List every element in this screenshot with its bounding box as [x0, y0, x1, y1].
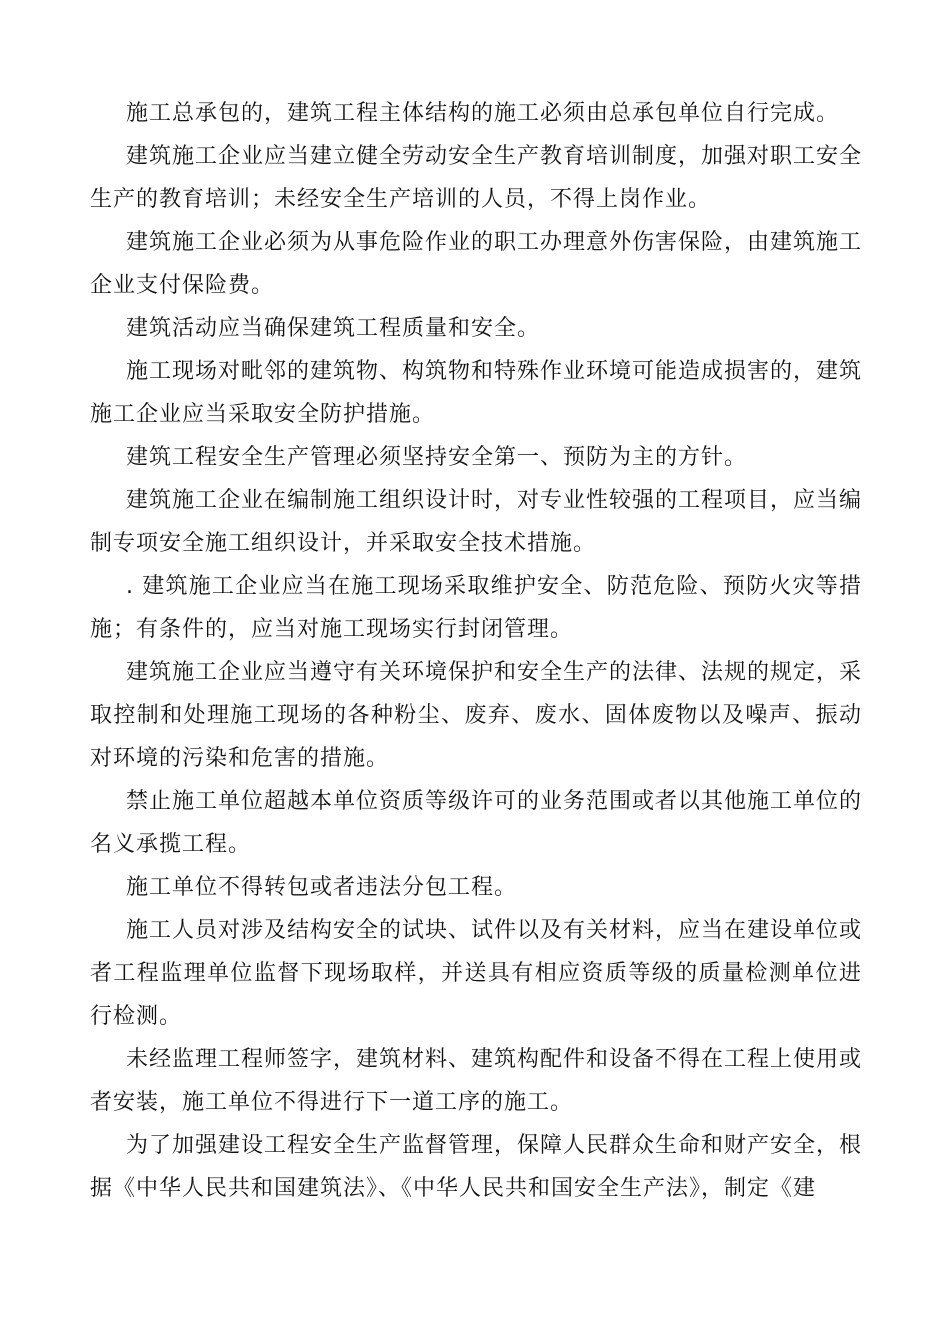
paragraph-2: 建筑施工企业应当建立健全劳动安全生产教育培训制度，加强对职工安全生产的教育培训；未经安全生产培训的人员，不得上岗作业。: [90, 144, 863, 212]
paragraph-6: 建筑工程安全生产管理必须坚持安全第一、预防为主的方针。: [126, 445, 748, 470]
paragraph-8: . 建筑施工企业应当在施工现场采取维护安全、防范危险、预防火灾等措施；有条件的，应当对施工现场实行封闭管理。: [90, 574, 862, 642]
paragraph-1: 施工总承包的，建筑工程主体结构的施工必须由总承包单位自行完成。: [126, 101, 840, 126]
paragraph-10: 禁止施工单位超越本单位资质等级许可的业务范围或者以其他施工单位的名义承揽工程。: [90, 789, 863, 857]
document-body: [90, 92, 862, 1210]
paragraph-9: 建筑施工企业应当遵守有关环境保护和安全生产的法律、法规的规定，采取控制和处理施工现场的各种粉尘、废弃、废水、固体废物以及噪声、振动对环境的污染和危害的措施。: [90, 660, 863, 771]
paragraph-11: 施工单位不得转包或者违法分包工程。: [126, 875, 518, 900]
paragraph-12: 施工人员对涉及结构安全的试块、试件以及有关材料，应当在建设单位或者工程监理单位监督下现场取样，并送具有相应资质等级的质量检测单位进行检测。: [90, 918, 863, 1029]
paragraph-3: 建筑施工企业必须为从事危险作业的职工办理意外伤害保险，由建筑施工企业支付保险费。: [90, 230, 863, 298]
paragraph-7: 建筑施工企业在编制施工组织设计时，对专业性较强的工程项目，应当编制专项安全施工组织设计，并采取安全技术措施。: [90, 488, 863, 556]
paragraph-14: 为了加强建设工程安全生产监督管理，保障人民群众生命和财产安全，根据《中华人民共和国建筑法》、《中华人民共和国安全生产法》，制定《建: [90, 1133, 863, 1201]
paragraph-4: 建筑活动应当确保建筑工程质量和安全。: [126, 316, 541, 341]
paragraph-5: 施工现场对毗邻的建筑物、构筑物和特殊作业环境可能造成损害的，建筑施工企业应当采取安全防护措施。: [90, 359, 863, 427]
paragraph-13: 未经监理工程师签字，建筑材料、建筑构配件和设备不得在工程上使用或者安装，施工单位不得进行下一道工序的施工。: [90, 1047, 863, 1115]
